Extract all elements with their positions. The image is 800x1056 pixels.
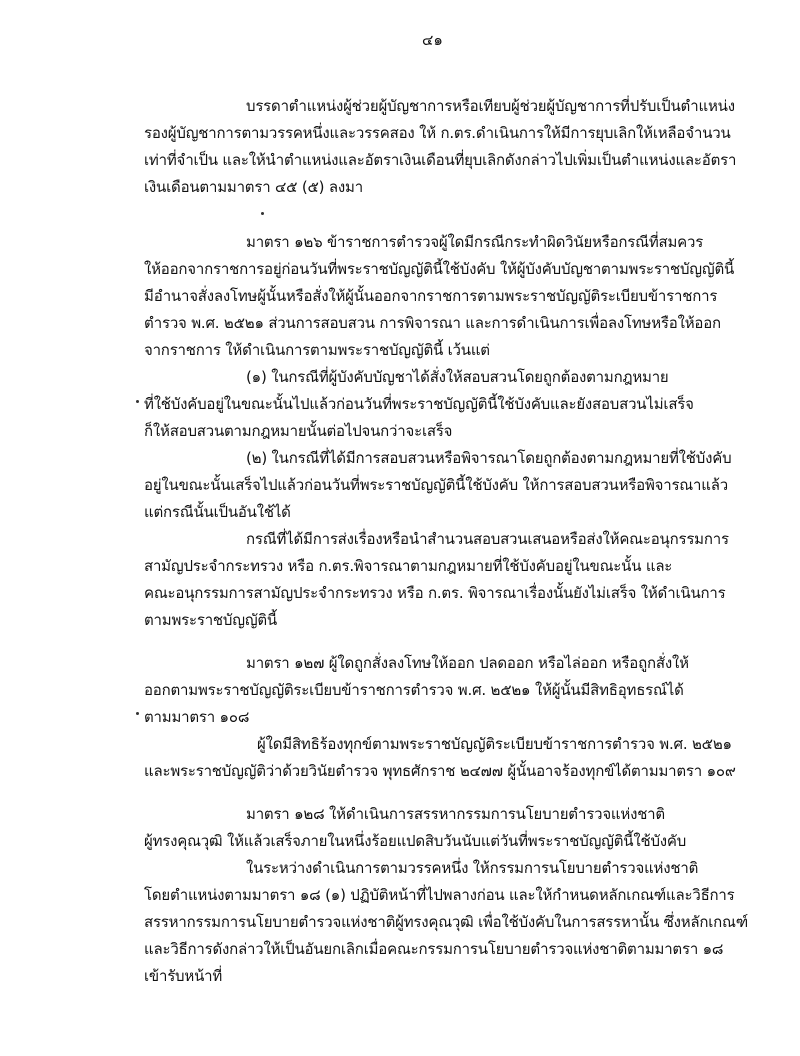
section-heading-127: มาตรา ๑๒๗ ผู้ใดถูกสั่งลงโทษให้ออก ปลดออก หรือไล่ออก หรือถูกสั่งให้ <box>246 654 689 672</box>
text-line: จากราชการ ให้ดำเนินการตามพระราชบัญญัตินี้ เว้นแต่ <box>144 341 490 359</box>
page-number: ๔๑ <box>422 31 443 49</box>
text-line: เข้ารับหน้าที่ <box>144 967 223 985</box>
scan-speck <box>136 712 139 715</box>
text-line: โดยตำแหน่งตามมาตรา ๑๘ (๑) ปฏิบัติหน้าที่ไปพลางก่อน และให้กำหนดหลักเกณฑ์และวิธีการ <box>144 886 735 904</box>
text-line: ตำรวจ พ.ศ. ๒๕๒๑ ส่วนการสอบสวน การพิจารณา และการดำเนินการเพื่อลงโทษหรือให้ออก <box>144 314 721 332</box>
text-line: ออกตามพระราชบัญญัติระเบียบข้าราชการตำรวจ พ.ศ. ๒๕๒๑ ให้ผู้นั้นมีสิทธิอุทธรณ์ได้ <box>144 681 684 699</box>
text-line: มีอำนาจสั่งลงโทษผู้นั้นหรือสั่งให้ผู้นั้นออกจากราชการตามพระราชบัญญัติระเบียบข้าราชการ <box>144 287 718 305</box>
text-line: ผู้ทรงคุณวุฒิ ให้แล้วเสร็จภายในหนึ่งร้อยแปดสิบวันนับแต่วันที่พระราชบัญญัตินี้ใช้บังคับ <box>144 832 687 850</box>
text-line: ให้ออกจากราชการอยู่ก่อนวันที่พระราชบัญญัตินี้ใช้บังคับ ให้ผู้บังคับบัญชาตามพระราชบัญญัตินี้ <box>144 260 735 278</box>
section-heading-128: มาตรา ๑๒๘ ให้ดำเนินการสรรหากรรมการนโยบายตำรวจแห่งชาติ <box>246 805 665 823</box>
text-line: แต่กรณีนั้นเป็นอันใช้ได้ <box>144 503 291 521</box>
text-line: ตามพระราชบัญญัตินี้ <box>144 611 277 629</box>
text-line: และวิธีการดังกล่าวให้เป็นอันยกเลิกเมื่อคณะกรรมการนโยบายตำรวจแห่งชาติตามมาตรา ๑๘ <box>144 940 724 958</box>
text-line: กรณีที่ได้มีการส่งเรื่องหรือนำสำนวนสอบสวนเสนอหรือส่งให้คณะอนุกรรมการ <box>246 530 729 548</box>
text-line: บรรดาตำแหน่งผู้ช่วยผู้บัญชาการหรือเทียบผู้ช่วยผู้บัญชาการที่ปรับเป็นตำแหน่ง <box>246 97 735 115</box>
text-line: ในระหว่างดำเนินการตามวรรคหนึ่ง ให้กรรมการนโยบายตำรวจแห่งชาติ <box>246 859 699 877</box>
text-line: ผู้ใดมีสิทธิร้องทุกข์ตามพระราชบัญญัติระเบียบข้าราชการตำรวจ พ.ศ. ๒๕๒๑ <box>257 735 732 753</box>
scan-speck <box>136 400 139 403</box>
clause-2: (๒) ในกรณีที่ได้มีการสอบสวนหรือพิจารณาโดยถูกต้องตามกฎหมายที่ใช้บังคับ <box>246 449 732 467</box>
clause-1: (๑) ในกรณีที่ผู้บังคับบัญชาได้สั่งให้สอบสวนโดยถูกต้องตามกฎหมาย <box>246 368 669 386</box>
scan-speck <box>261 212 264 215</box>
text-line: อยู่ในขณะนั้นเสร็จไปแล้วก่อนวันที่พระราชบัญญัตินี้ใช้บังคับ ให้การสอบสวนหรือพิจารณาแล้ว <box>144 476 728 494</box>
text-line: เงินเดือนตามมาตรา ๔๕ (๕) ลงมา <box>144 178 363 196</box>
text-line: และพระราชบัญญัติว่าด้วยวินัยตำรวจ พุทธศักราช ๒๔๗๗ ผู้นั้นอาจร้องทุกข์ได้ตามมาตรา ๑๐๙ <box>144 762 736 780</box>
text-line: รองผู้บัญชาการตามวรรคหนึ่งและวรรคสอง ให้ ก.ตร.ดำเนินการให้มีการยุบเลิกให้เหลือจำนวน <box>144 124 731 142</box>
text-line: ตามมาตรา ๑๐๘ <box>144 708 250 726</box>
section-heading-126: มาตรา ๑๒๖ ข้าราชการตำรวจผู้ใดมีกรณีกระทำผิดวินัยหรือกรณีที่สมควร <box>246 233 704 251</box>
text-line: เท่าที่จำเป็น และให้นำตำแหน่งและอัตราเงินเดือนที่ยุบเลิกดังกล่าวไปเพิ่มเป็นตำแหน่งและอัตรา <box>144 151 737 169</box>
text-line: สรรหากรรมการนโยบายตำรวจแห่งชาติผู้ทรงคุณวุฒิ เพื่อใช้บังคับในการสรรหานั้น ซึ่งหลักเกณฑ์ <box>144 913 749 931</box>
text-line: สามัญประจำกระทรวง หรือ ก.ตร.พิจารณาตามกฎหมายที่ใช้บังคับอยู่ในขณะนั้น และ <box>144 557 673 575</box>
text-line: คณะอนุกรรมการสามัญประจำกระทรวง หรือ ก.ตร. พิจารณาเรื่องนั้นยังไม่เสร็จ ให้ดำเนินการ <box>144 584 726 602</box>
text-line: ที่ใช้บังคับอยู่ในขณะนั้นไปแล้วก่อนวันที่พระราชบัญญัตินี้ใช้บังคับและยังสอบสวนไม่เสร็จ <box>144 395 694 413</box>
text-line: ก็ให้สอบสวนตามกฎหมายนั้นต่อไปจนกว่าจะเสร็จ <box>144 422 453 440</box>
